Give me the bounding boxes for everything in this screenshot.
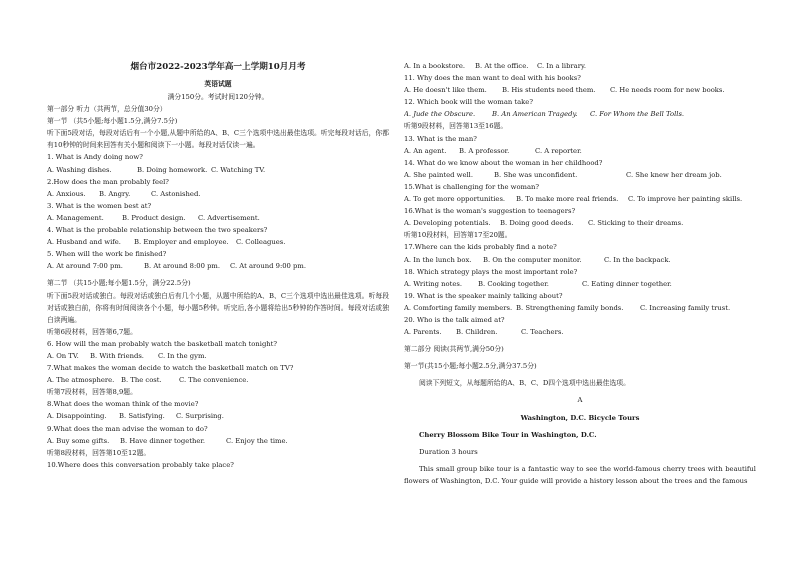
option-b: B. A professor. [459, 146, 510, 155]
option-a: A. The atmosphere. [47, 376, 115, 385]
question-6-options [47, 350, 389, 362]
passage-letter: A [577, 396, 583, 405]
option-b: B. The cost. [121, 376, 162, 385]
question-2-options [47, 188, 389, 200]
option-a: A. Jude the Obscure. [404, 110, 476, 119]
tour-duration: Duration 3 hours [419, 447, 478, 456]
exam-title: 烟台市2022-2023学年高一上学期10月月考 [130, 62, 306, 72]
tour-description: This small group bike tour is a fantastic way to see the world-famous cherry trees with beautiful flowers of Washington, D.C. Your guide will provide a history lesson about the trees and the famous [404, 464, 756, 485]
option-a: A. At around 7:00 pm. [47, 262, 123, 271]
question-16: 16.What is the woman's suggestion to teenagers? [404, 207, 576, 216]
question-12: 12. Which book will the woman take? [404, 98, 533, 107]
question-19: 19. What is the speaker mainly talking about? [404, 291, 563, 300]
section1-header: 第一节 （共5小题;每小题1.5分,满分7.5分) [47, 117, 178, 126]
question-12-options [404, 108, 756, 120]
option-a: A. On TV. [47, 351, 79, 360]
question-14: 14. What do we know about the woman in her childhood? [404, 158, 603, 167]
option-b: B. Children. [456, 328, 498, 337]
option-a: A. Buy some gifts. [47, 436, 110, 445]
option-c: C. Teachers. [521, 328, 564, 337]
listen-8-header: 听第8段材料，回答第10至12题。 [47, 448, 151, 457]
option-b: B. Cooking together. [478, 279, 549, 288]
exam-subtitle: 英语试题 [204, 80, 232, 88]
option-a: A. Anxious. [47, 189, 86, 198]
option-c: C. In the gym. [158, 351, 207, 360]
option-a: A. An agent. [404, 146, 447, 155]
option-a: A. She painted well. [404, 170, 474, 179]
option-b: B. Product design. [122, 213, 186, 222]
question-13: 13. What is the man? [404, 134, 477, 143]
option-c: C. The convenience. [179, 376, 249, 385]
option-b: B. On the computer monitor. [483, 255, 582, 264]
option-b: B. Doing good deeds. [500, 219, 574, 228]
option-c: C. Increasing family trust. [640, 303, 731, 312]
question-18-options [404, 278, 756, 290]
right-column [404, 0, 756, 487]
question-15-options [404, 193, 756, 205]
passage-title: Washington, D.C. Bicycle Tours [520, 413, 640, 422]
option-a: A. To get more opportunities. [404, 195, 506, 204]
option-a: A. Disappointing. [47, 412, 107, 421]
question-8: 8.What does the woman think of the movie? [47, 400, 199, 409]
question-15: 15.What is challenging for the woman? [404, 182, 540, 191]
option-a: A. He doesn't like them. [404, 86, 487, 95]
option-a: A. Writing notes. [404, 279, 462, 288]
option-b: B. Doing homework. [137, 165, 208, 174]
section1-instructions: 听下面5段对话，每段对话后有一个小题,从题中所给的A、B、C三个选项中选出最佳选项。听完每段对话后，你都有10秒钟的时间来回答有关小题和阅读下一小题。每段对话仅读一遍。 [47, 129, 389, 150]
option-b: B. Employer and employee. [134, 238, 229, 247]
listen-9-header: 听第9段材料，回答第13至16题。 [404, 122, 508, 131]
question-19-options [404, 302, 756, 314]
option-b: B. At around 8:00 pm. [144, 262, 221, 271]
question-8-options [47, 410, 389, 422]
option-c: C. At around 9:00 pm. [230, 262, 307, 271]
option-b: B. With friends. [90, 351, 144, 360]
question-10-options [404, 60, 756, 72]
option-c: C. Sticking to their dreams. [588, 219, 684, 228]
option-b: B. Strengthening family bonds. [516, 303, 624, 312]
question-18: 18. Which strategy plays the most important role? [404, 267, 578, 276]
question-14-options [404, 169, 756, 181]
score-line: 满分150分。考试时间120分钟。 [167, 93, 269, 101]
option-c: C. Surprising. [176, 412, 224, 421]
option-a: A. Management. [47, 213, 104, 222]
part2-header: 第二部分 阅读(共两节,满分50分) [404, 345, 504, 354]
option-c: C. Advertisement. [198, 213, 260, 222]
listen-7-header: 听第7段材料，回答第8,9题。 [47, 388, 137, 397]
option-c: C. Astonished. [151, 189, 201, 198]
section2-header: 第二节 （共15小题;每小题1.5分，满分22.5分) [47, 279, 191, 288]
option-a: A. Comforting family members. [404, 303, 513, 312]
option-a: A. Washing dishes. [47, 165, 112, 174]
option-c: C. A reporter. [535, 146, 582, 155]
option-b: B. An American Tragedy. [492, 110, 578, 119]
option-c: C. Enjoy the time. [226, 436, 288, 445]
question-5-options [47, 260, 389, 272]
option-b: B. Angry. [99, 189, 131, 198]
option-c: C. Colleagues. [236, 238, 286, 247]
option-b: B. Have dinner together. [120, 436, 206, 445]
reading-section1-header: 第一节(共15小题;每小题2.5分,满分37.5分) [404, 362, 537, 371]
option-c: C. He needs room for new books. [610, 86, 725, 95]
option-a: A. Husband and wife. [47, 238, 121, 247]
question-3: 3. What is the women best at? [47, 201, 152, 210]
option-b: B. Satisfying. [119, 412, 165, 421]
question-16-options [404, 217, 756, 229]
question-4-options [47, 236, 389, 248]
question-2: 2.How does the man probably feel? [47, 177, 169, 186]
question-1: 1. What is Andy doing now? [47, 153, 143, 162]
section2-instructions: 听下面5段对话或独白。每段对话或独白后有几个小题，从题中所给的A、B、C三个选项中选出最佳选项。听每段对话或独白前，你将有时间阅读各个小题，每小题5秒钟。听完后,各小题将给出5秒钟的作答时间。每段对话或独白读两遍。 [47, 291, 389, 324]
question-17-options [404, 254, 756, 266]
left-column [47, 0, 389, 471]
option-c: C. In the backpack. [604, 255, 671, 264]
option-a: A. In a bookstore. [404, 62, 466, 70]
option-c: C. In a library. [537, 62, 587, 70]
question-4: 4. What is the probable relationship between the two speakers? [47, 226, 268, 235]
option-c: C. Eating dinner together. [582, 279, 672, 288]
question-6: 6. How will the man probably watch the basketball match tonight? [47, 339, 278, 348]
option-b: B. At the office. [475, 62, 529, 70]
question-13-options [404, 145, 756, 157]
question-11: 11. Why does the man want to deal with his books? [404, 74, 581, 83]
tour-title: Cherry Blossom Bike Tour in Washington, D.C. [419, 430, 597, 439]
listen-6-header: 听第6段材料，回答第6,7题。 [47, 327, 137, 336]
question-1-options [47, 164, 389, 176]
option-c: C. She knew her dream job. [626, 170, 722, 179]
question-7: 7.What makes the woman decide to watch the basketball match on TV? [47, 364, 294, 373]
listen-10-header: 听第10段材料，回答第17至20题。 [404, 231, 512, 240]
reading-instructions: 阅读下列短文，从每题所给的A、B、C、D四个选项中选出最佳选项。 [419, 379, 630, 388]
question-10: 10.Where does this conversation probably take place? [47, 460, 234, 469]
option-a: A. Developing potentials. [404, 219, 491, 228]
option-c: C. Watching TV. [211, 165, 266, 174]
question-11-options [404, 84, 756, 96]
question-5: 5. When will the work be finished? [47, 250, 167, 259]
question-17: 17.Where can the kids probably find a note? [404, 243, 557, 252]
option-a: A. Parents. [404, 328, 442, 337]
option-b: B. His students need them. [502, 86, 596, 95]
option-b: B. To make more real friends. [516, 195, 619, 204]
question-3-options [47, 212, 389, 224]
question-20-options [404, 326, 756, 338]
option-a: A. In the lunch box. [404, 255, 472, 264]
option-b: B. She was unconfident. [494, 170, 578, 179]
option-c: C. For Whom the Bell Tolls. [590, 110, 685, 119]
option-c: C. To improve her painting skills. [628, 195, 743, 204]
question-20: 20. Who is the talk aimed at? [404, 315, 505, 324]
part1-header: 第一部分 听力（共两节，总分值30分） [47, 105, 167, 114]
question-7-options [47, 374, 389, 386]
question-9-options [47, 435, 389, 447]
question-9: 9.What does the man advise the woman to do? [47, 424, 208, 433]
